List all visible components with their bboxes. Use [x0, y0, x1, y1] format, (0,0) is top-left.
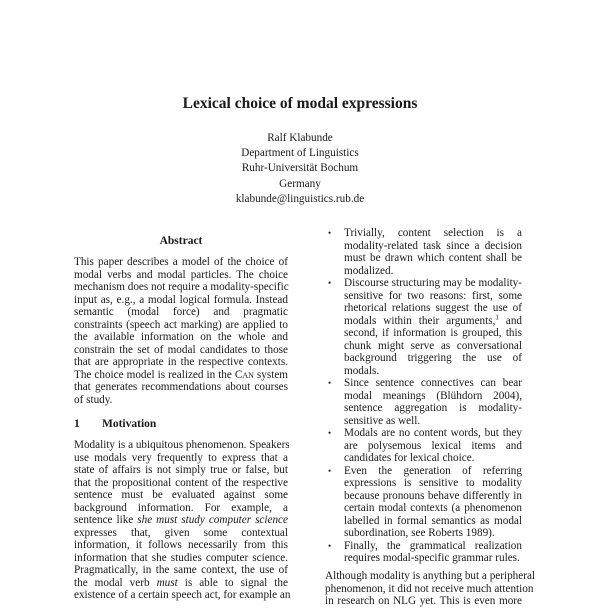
text-line: subordination, see Roberts 1989).	[344, 527, 495, 539]
abstract-body	[74, 256, 288, 406]
abstract-heading: Abstract	[159, 235, 203, 247]
section-number: 1	[74, 418, 80, 430]
text-line: of study.	[74, 393, 113, 406]
text-span: sentence like	[74, 514, 138, 526]
text-line: Finally, the grammatical realization	[344, 539, 522, 552]
bullet-icon: •	[328, 378, 332, 388]
text-line: Modals are no content words, but they	[344, 427, 522, 439]
text-line	[74, 369, 288, 382]
text-line: existence of a certain speech act, for example an	[74, 589, 291, 601]
text-span: Can	[234, 368, 254, 381]
text-line	[74, 577, 288, 590]
text-line: second, if information is grouped, this	[344, 327, 522, 339]
text-line: semantic (modal force) and pragmatic	[74, 306, 288, 318]
text-line: are polysemous lexical items and	[344, 439, 522, 452]
text-line: This paper describes a model of the choice of	[74, 256, 288, 268]
author-department: Department of Linguistics	[241, 147, 359, 160]
text-line: background information. For example, a	[74, 501, 288, 514]
text-line: requires modal-specific grammar rules.	[344, 552, 520, 564]
text-line: the available information on the whole and	[74, 331, 288, 343]
text-line: Although modality is anything but a peripheral	[325, 570, 536, 582]
section-title: Motivation	[102, 418, 157, 430]
text-line: use modals very frequently to express that a	[74, 451, 288, 464]
text-line: constraints (speech act marking) are applied to	[74, 318, 288, 331]
text-line: candidates for lexical choice.	[344, 452, 475, 464]
bullet-icon: •	[328, 465, 332, 476]
text-line: because pronouns behave differently in	[344, 489, 522, 502]
text-span: and	[498, 314, 523, 327]
text-line: constrain the set of modal candidates to those	[74, 343, 288, 356]
author-email: klabunde@linguistics.rub.de	[235, 192, 365, 205]
text-line: modalized.	[344, 264, 394, 277]
text-line: chunk might serve as conversational	[344, 339, 522, 352]
author-university: Ruhr-Universität Bochum	[241, 162, 359, 175]
text-line: Discourse structuring may be modality-	[344, 277, 522, 289]
text-line: rhetorical relations suggest the use of	[344, 302, 522, 314]
text-line: certain modal contexts (a phenomenon	[344, 502, 522, 514]
list-item	[326, 277, 522, 377]
text-line: modals.	[344, 364, 380, 377]
author-country: Germany	[279, 177, 321, 190]
text-line	[344, 312, 523, 328]
text-span: must	[156, 576, 178, 589]
text-line: that generates recommendations about courses	[74, 381, 288, 393]
text-line: expresses that, given some contextual	[74, 526, 288, 539]
text-line: phenomenon, it did not receive much attention	[325, 582, 534, 595]
text-span: the modal verb	[74, 576, 157, 589]
text-line: background triggering the use of	[344, 352, 522, 364]
bullet-icon: •	[328, 278, 332, 288]
paragraph-after-list	[325, 570, 536, 608]
text-line: Since sentence connectives can bear	[344, 377, 522, 389]
text-line: must be drawn which content shall be	[344, 252, 522, 264]
bullet-icon: •	[328, 228, 332, 238]
text-line: sentence must be evaluated against some	[74, 489, 288, 501]
bullet-icon: •	[328, 540, 332, 551]
list-item	[326, 427, 522, 465]
text-line: sentence aggregation is modality-	[344, 402, 522, 414]
list-item	[326, 465, 522, 540]
text-span: modals within their arguments,	[344, 314, 496, 327]
text-line: Trivially, content selection is a	[344, 227, 522, 239]
bullet-list	[326, 227, 522, 565]
text-line: state of affairs is not simply true or false, but	[74, 464, 288, 476]
footnote-marker[interactable]: 1	[495, 312, 499, 321]
list-item	[326, 227, 522, 277]
text-line: Modality is a ubiquitous phenomenon. Speakers	[74, 439, 290, 451]
text-line: expressions is sensitive to modality	[344, 477, 522, 489]
motivation-body	[74, 439, 291, 602]
bullet-icon: •	[328, 428, 332, 438]
text-span: is able to signal the	[177, 576, 288, 589]
list-item	[326, 377, 522, 427]
author-block	[0, 131, 600, 207]
text-line: modal verbs and modal particles. The choice	[74, 268, 288, 281]
list-item	[326, 540, 522, 565]
text-span: The choice model is realized in the	[74, 368, 235, 381]
text-span: she must study computer science	[137, 514, 288, 526]
paper-title: Lexical choice of modal expressions	[182, 95, 418, 112]
text-line: Pragmatically, in the same context, the use of	[74, 564, 288, 576]
text-line: information that she studies computer science.	[74, 551, 288, 564]
text-span: system	[253, 368, 288, 381]
text-line: information, it follows necessarily from this	[74, 539, 288, 551]
text-line: modal meanings (Blühdorn 2004),	[344, 389, 522, 402]
section-heading	[74, 418, 156, 430]
text-line	[74, 514, 288, 527]
text-line: mechanism does not require a modality-specific	[74, 281, 289, 293]
text-line: Even the generation of referring	[344, 464, 522, 477]
text-line: input as, e.g., a modal logical formula. Instead	[74, 293, 288, 306]
text-line: modality-related task since a decision	[344, 239, 522, 252]
text-line: in research on NLG yet. This is even more	[325, 595, 522, 607]
author-name: Ralf Klabunde	[267, 132, 333, 144]
text-line: that are appropriate in the respective contexts.	[74, 356, 288, 368]
text-line: that the propositional content of the respective	[74, 476, 288, 489]
text-line: sensitive for two reasons: first, some	[344, 289, 522, 302]
text-line: sensitive as well.	[344, 414, 421, 427]
text-line: labelled in formal semantics as modal	[344, 514, 522, 527]
